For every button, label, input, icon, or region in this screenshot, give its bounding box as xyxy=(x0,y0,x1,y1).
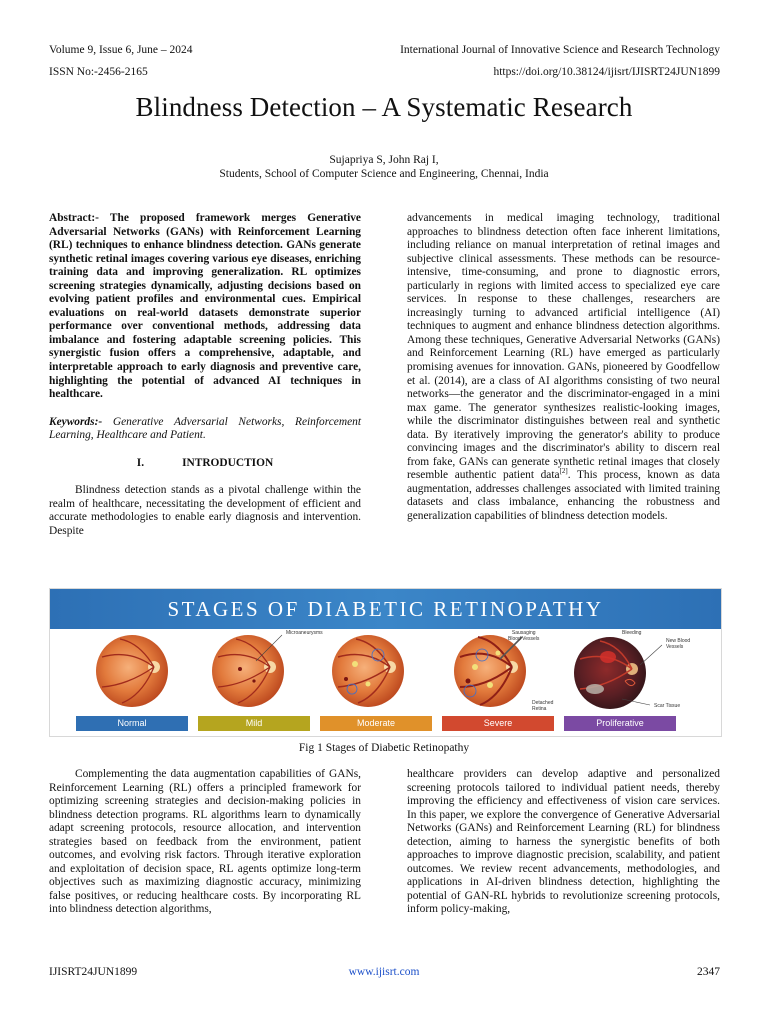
intro-continued xyxy=(407,212,720,524)
abstract-label: Abstract:- xyxy=(49,212,99,224)
exudate xyxy=(472,664,478,670)
microaneurysm-dot xyxy=(252,679,255,682)
annotation-microaneurysms: Microaneurysms xyxy=(286,630,323,636)
section-number: I. xyxy=(136,456,145,469)
section-heading-introduction xyxy=(49,457,361,471)
right-column-bottom: healthcare providers can develop adaptive and personalized screening protocols tailored to individual patient needs, thereby improving the efficiency and effectiveness of vision care services. In this paper, we explore the convergence of Generative Adversarial Networks (GANs) and Reinforcement Learning (RL) for blindness detection, aiming to harness the synergistic benefits of both approaches to improve diagnostic precision, scalability, and patient outcomes. We review recent advancements, methodologies, and applications in AI-driven blindness detection, highlighting the potential of GAN-RL hybrids to revolutionize screening protocols, inform policy-making, xyxy=(407,768,720,916)
bleeding xyxy=(600,651,616,663)
intro-paragraph: Blindness detection stands as a pivotal challenge within the realm of healthcare, necessitating the development of efficient and accurate methodologies to enable early diagnosis and intervention. Despite xyxy=(49,484,361,537)
doi-link[interactable]: https://doi.org/10.38124/ijisrt/IJISRT24JUN1899 xyxy=(493,66,720,78)
intro-text-a: advancements in medical imaging technology, traditional approaches to blindness detection often face inherent limitations, including reliance on manual interpretation of retinal images and subjective clinical assessments. These methods can be resource-intensive, time-consuming, and prone to diagnostic errors, particularly in regions with limited access to specialized eye care services. In response to these challenges, researchers are increasingly turning to advanced artificial intelligence (AI) techniques to augment and enhance blindness detection algorithms. Among these techniques, Generative Adversarial Networks (GANs) and Reinforcement Learning (RL) have emerged as particularly promising avenues for innovation. GANs, pioneered by Goodfellow et al. (2014), are a class of AI algorithms consisting of two neural networks—the generator and the discriminator-engaged in a mini max game. The generator synthesizes realistic-looking images, while the discriminator distinguishes between real and synthetic data. By iteratively improving the generator's ability to produce convincing images and the discriminator's ability to discern real from fake, GANs can generate synthetic retinal images that closely resemble authentic patient data xyxy=(407,212,720,482)
hemorrhage xyxy=(344,677,348,681)
abstract-text: The proposed framework merges Generative Adversarial Networks (GANs) with Reinforcement Learning (RL) techniques to enhance blindness detection. GANs generate synthetic retinal images covering various eye diseases, enriching training data and improving generalization. RL optimizes screening strategies dynamically, adjusting decisions based on evolving patient profiles and environmental cues. Empirical evaluations on real-world datasets demonstrate superior performance over conventional methods, addressing data imbalance and fostering adaptable screening policies. This synergistic fusion offers a comprehensive, adaptable, and interpretable approach to early diagnosis and preventive care, highlighting the potential of advanced AI techniques in healthcare. xyxy=(49,212,361,401)
microaneurysm-dot xyxy=(238,667,242,671)
abstract xyxy=(49,212,361,402)
affiliation: Students, School of Computer Science and Engineering, Chennai, India xyxy=(219,168,549,180)
left-column-top xyxy=(49,212,361,538)
retina-severe xyxy=(454,635,526,707)
citation-ref[interactable]: [2] xyxy=(559,467,568,476)
annotation-scar-tissue: Scar Tissue xyxy=(654,703,681,709)
retina-mild xyxy=(212,635,284,707)
right-column-top xyxy=(407,212,720,524)
exudate xyxy=(487,682,493,688)
figure-stages-dr xyxy=(49,588,722,737)
figure-caption: Fig 1 Stages of Diabetic Retinopathy xyxy=(298,742,470,754)
figure-banner: STAGES OF DIABETIC RETINOPATHY xyxy=(50,589,721,629)
stage-label-proliferative: Proliferative xyxy=(564,716,676,731)
annotation-bleeding: Bleeding xyxy=(622,630,642,636)
stage-label-moderate: Moderate xyxy=(320,716,432,731)
exudate xyxy=(352,661,358,667)
footer-website-link[interactable]: www.ijisrt.com xyxy=(348,966,420,978)
stage-label-severe: Severe xyxy=(442,716,554,731)
annotation-detached-retina: Detached Retina xyxy=(532,700,554,712)
hemorrhage xyxy=(466,679,471,684)
retina-proliferative xyxy=(574,637,662,709)
keywords-label: Keywords:- xyxy=(49,415,103,428)
stage-label-normal: Normal xyxy=(76,716,188,731)
exudate xyxy=(366,682,371,687)
section-title: INTRODUCTION xyxy=(182,456,274,469)
retina-moderate xyxy=(332,635,404,707)
keywords xyxy=(49,416,361,443)
retina-normal xyxy=(96,635,168,707)
annotation-new-vessels: New Blood Vessels xyxy=(666,638,691,650)
footer-page-number: 2347 xyxy=(697,966,720,978)
volume-info: Volume 9, Issue 6, June – 2024 xyxy=(49,44,193,56)
issn: ISSN No:-2456-2165 xyxy=(49,66,148,78)
footer-paper-id: IJISRT24JUN1899 xyxy=(49,966,138,978)
authors: Sujapriya S, John Raj I, xyxy=(329,154,439,166)
keywords-text: Generative Adversarial Networks, Reinforcement Learning, Healthcare and Patient. xyxy=(49,415,361,442)
stage-label-mild: Mild xyxy=(198,716,310,731)
annotation-pointer xyxy=(640,645,662,665)
annotation-sausaging: Sausaging Blood Vessels xyxy=(508,630,540,642)
exudate xyxy=(496,651,501,656)
scar-tissue xyxy=(586,684,604,694)
paper-title: Blindness Detection – A Systematic Research xyxy=(135,92,633,122)
intro-text-b: . This process, known as data augmentation, addresses challenges associated with limited training datasets and class imbalance, enhancing the robustness and generalization capabilities of blindness detection models. xyxy=(407,469,720,523)
left-column-bottom: Complementing the data augmentation capabilities of GANs, Reinforcement Learning (RL) offers a principled framework for optimizing screening strategies and decision-making policies in blindness detection programs. RL algorithms learn to dynamically adapt screening protocols, resource allocation, and intervention strategies based on feedback from the environment, patient outcomes, and evolving risk factors. Through iterative exploration and exploitation of decision space, RL agents optimize long-term objectives such as maximizing diagnostic accuracy, minimizing false positives, or reducing healthcare costs. By incorporating RL into blindness detection algorithms, xyxy=(49,768,361,916)
journal-name: International Journal of Innovative Science and Research Technology xyxy=(400,44,720,56)
